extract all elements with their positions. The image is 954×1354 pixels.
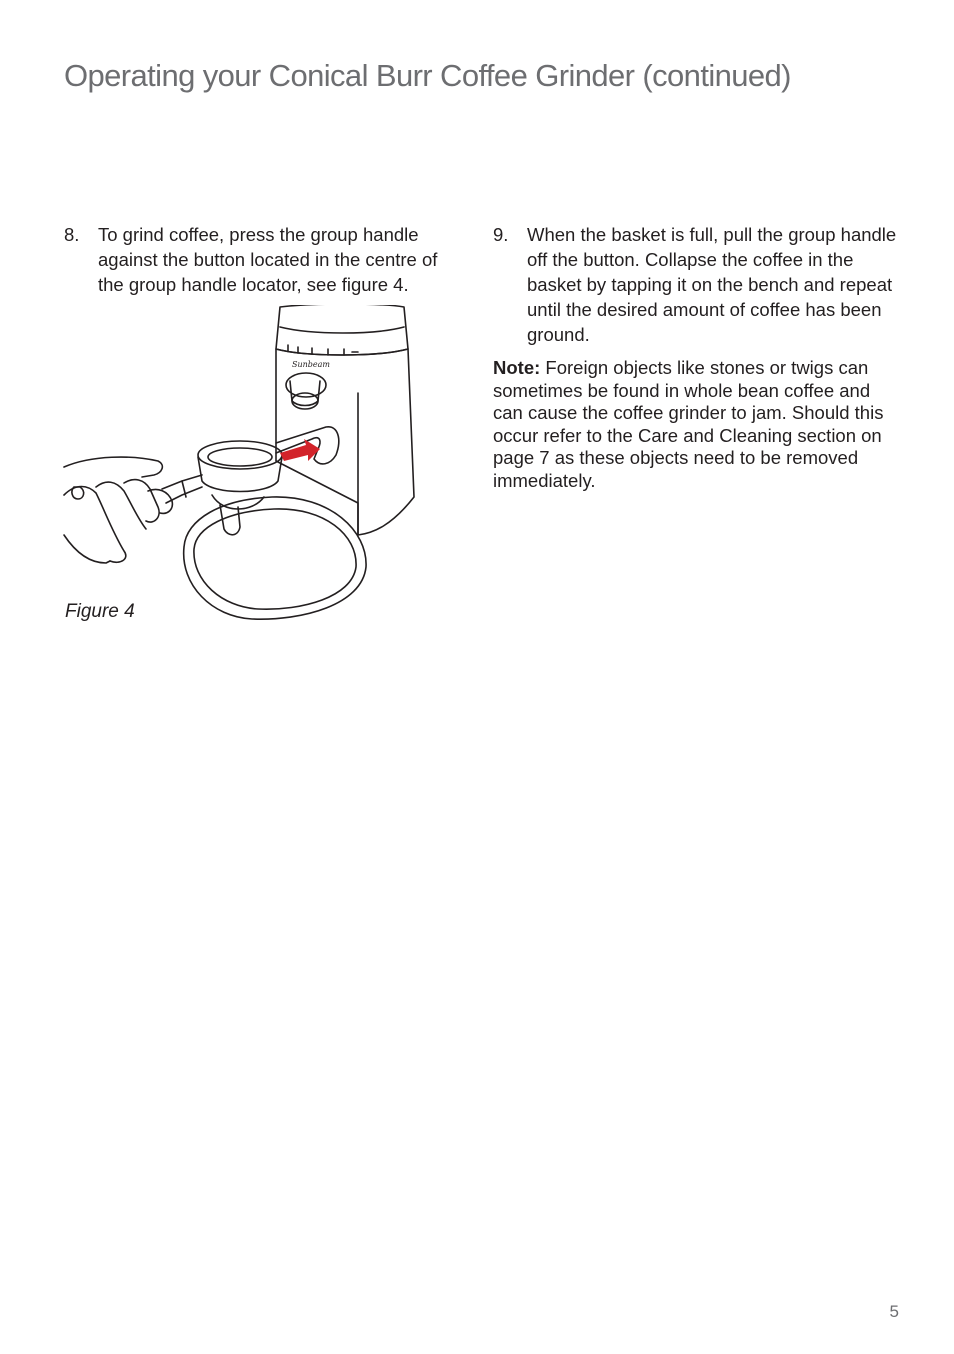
page-title: Operating your Conical Burr Coffee Grinder (continued) (64, 58, 791, 93)
note-label: Note: (493, 357, 541, 378)
figure-4-illustration (62, 305, 422, 621)
portafilter-handle (162, 475, 202, 503)
note-paragraph (493, 357, 903, 493)
step-text: When the basket is full, pull the group handle off the button. Collapse the coffee in the basket by tapping it on the bench and repeat until the desired amount of coffee has been ground. (527, 224, 897, 345)
left-column (64, 222, 464, 297)
grinder-illustration (62, 305, 422, 621)
step-9 (493, 222, 903, 347)
hand (64, 457, 162, 477)
step-text: To grind coffee, press the group handle against the button located in the centre of the group handle locator, see figure 4. (98, 224, 438, 295)
step-8 (64, 222, 464, 297)
right-column (493, 222, 903, 493)
brand-logo: Sunbeam (292, 360, 330, 369)
grinder-body (276, 349, 414, 535)
note-text: Foreign objects like stones or twigs can sometimes be found in whole bean coffee and can cause the coffee grinder to jam. Should this occur refer to the Care and Cleaning section on page 7 as these objects need to be removed immediately. (493, 357, 884, 491)
page-number: 5 (889, 1302, 899, 1321)
drip-tray (184, 497, 366, 619)
step-number: 9. (493, 224, 509, 245)
step-number: 8. (64, 224, 80, 245)
figure-caption: Figure 4 (65, 601, 135, 622)
portafilter-basket (198, 441, 282, 469)
